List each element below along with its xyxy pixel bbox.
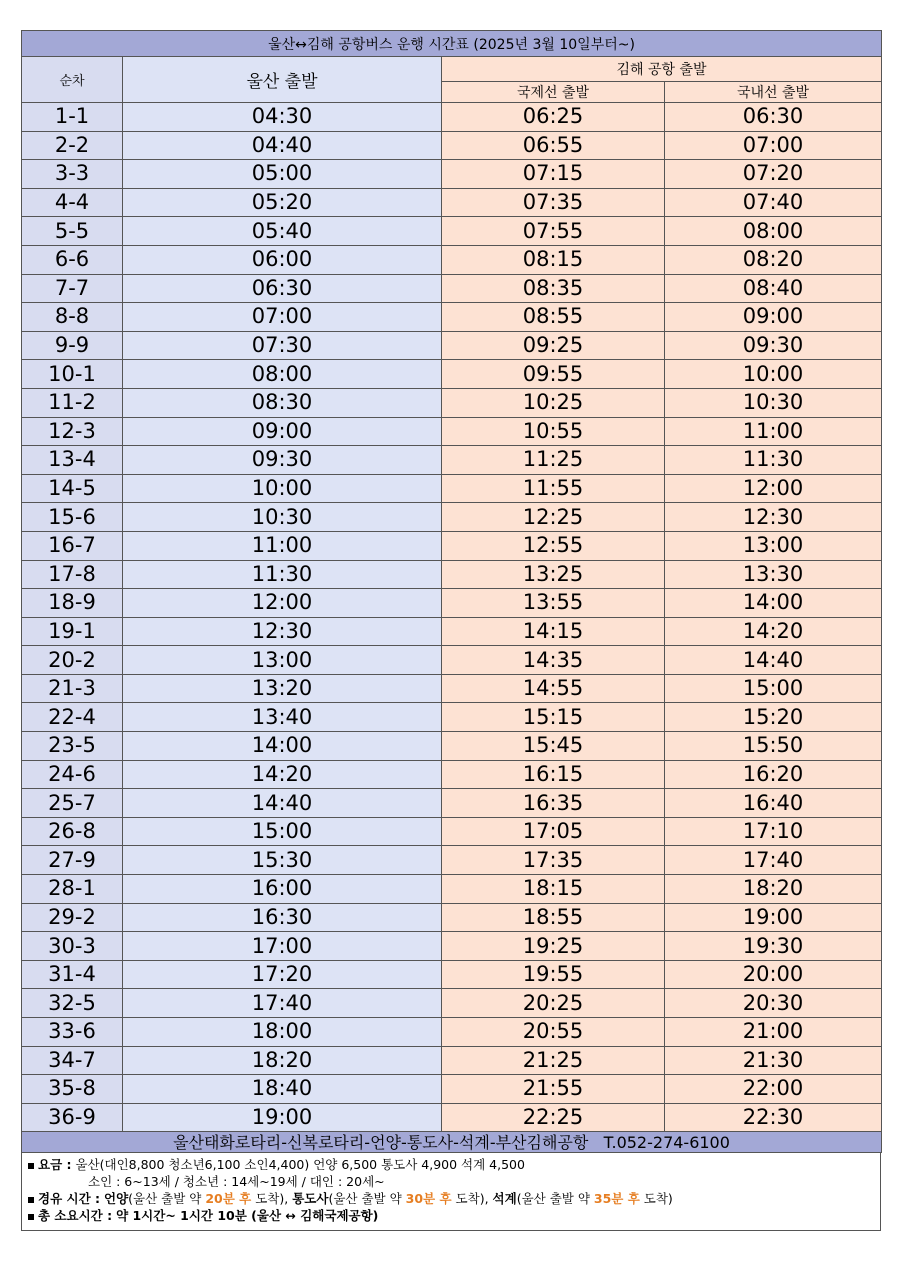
table-row xyxy=(22,589,882,618)
cell-order: 18-9 xyxy=(22,589,123,618)
cell-ulsan-departure: 18:00 xyxy=(123,1018,442,1047)
table-row xyxy=(22,388,882,417)
cell-domestic-departure: 14:00 xyxy=(665,589,882,618)
table-row xyxy=(22,131,882,160)
cell-domestic-departure: 07:40 xyxy=(665,188,882,217)
via-tongdosa-pre: (울산 출발 약 xyxy=(328,1191,402,1207)
cell-order: 36-9 xyxy=(22,1103,123,1132)
cell-international-departure: 06:55 xyxy=(442,131,665,160)
cell-order: 5-5 xyxy=(22,217,123,246)
table-row xyxy=(22,217,882,246)
cell-domestic-departure: 15:20 xyxy=(665,703,882,732)
cell-ulsan-departure: 14:40 xyxy=(123,789,442,818)
cell-ulsan-departure: 16:30 xyxy=(123,903,442,932)
fare-text: 울산(대인8,800 청소년6,100 소인4,400) 언양 6,500 통도사 4,900 석계 4,500 xyxy=(75,1157,525,1173)
cell-domestic-departure: 21:00 xyxy=(665,1018,882,1047)
cell-international-departure: 13:55 xyxy=(442,589,665,618)
cell-domestic-departure: 15:00 xyxy=(665,674,882,703)
cell-domestic-departure: 10:00 xyxy=(665,360,882,389)
cell-international-departure: 17:35 xyxy=(442,846,665,875)
table-row xyxy=(22,789,882,818)
table-row xyxy=(22,617,882,646)
header-ulsan-departure: 울산 출발 xyxy=(123,57,442,103)
table-row xyxy=(22,1018,882,1047)
cell-order: 4-4 xyxy=(22,188,123,217)
cell-international-departure: 08:55 xyxy=(442,303,665,332)
cell-order: 31-4 xyxy=(22,960,123,989)
cell-order: 26-8 xyxy=(22,817,123,846)
cell-international-departure: 19:25 xyxy=(442,932,665,961)
total-line xyxy=(28,1207,874,1224)
cell-order: 7-7 xyxy=(22,274,123,303)
cell-order: 23-5 xyxy=(22,732,123,761)
cell-international-departure: 20:55 xyxy=(442,1018,665,1047)
cell-order: 25-7 xyxy=(22,789,123,818)
cell-international-departure: 11:25 xyxy=(442,446,665,475)
via-eonyang-min: 20분 후 xyxy=(205,1191,252,1207)
cell-order: 15-6 xyxy=(22,503,123,532)
cell-ulsan-departure: 14:00 xyxy=(123,732,442,761)
table-row xyxy=(22,560,882,589)
cell-ulsan-departure: 12:00 xyxy=(123,589,442,618)
table-row xyxy=(22,274,882,303)
table-row xyxy=(22,474,882,503)
cell-international-departure: 14:35 xyxy=(442,646,665,675)
cell-order: 9-9 xyxy=(22,331,123,360)
via-seokgye: 석계 xyxy=(492,1191,517,1207)
cell-ulsan-departure: 19:00 xyxy=(123,1103,442,1132)
table-row xyxy=(22,932,882,961)
cell-domestic-departure: 16:20 xyxy=(665,760,882,789)
cell-order: 34-7 xyxy=(22,1046,123,1075)
cell-domestic-departure: 09:00 xyxy=(665,303,882,332)
cell-domestic-departure: 20:30 xyxy=(665,989,882,1018)
table-row xyxy=(22,732,882,761)
cell-ulsan-departure: 04:30 xyxy=(123,103,442,132)
bullet-icon xyxy=(28,1163,34,1169)
cell-order: 21-3 xyxy=(22,674,123,703)
table-row xyxy=(22,360,882,389)
cell-domestic-departure: 14:20 xyxy=(665,617,882,646)
table-row xyxy=(22,989,882,1018)
cell-domestic-departure: 12:00 xyxy=(665,474,882,503)
cell-international-departure: 12:25 xyxy=(442,503,665,532)
cell-domestic-departure: 08:40 xyxy=(665,274,882,303)
cell-international-departure: 19:55 xyxy=(442,960,665,989)
cell-order: 11-2 xyxy=(22,388,123,417)
cell-order: 29-2 xyxy=(22,903,123,932)
cell-ulsan-departure: 16:00 xyxy=(123,875,442,904)
total-text: 약 1시간~ 1시간 10분 (울산 ↔ 김해국제공항) xyxy=(116,1208,379,1224)
cell-ulsan-departure: 04:40 xyxy=(123,131,442,160)
cell-order: 27-9 xyxy=(22,846,123,875)
cell-order: 19-1 xyxy=(22,617,123,646)
cell-ulsan-departure: 18:40 xyxy=(123,1075,442,1104)
cell-domestic-departure: 13:30 xyxy=(665,560,882,589)
table-row xyxy=(22,245,882,274)
cell-international-departure: 10:55 xyxy=(442,417,665,446)
table-row xyxy=(22,417,882,446)
fare-label: 요금 : xyxy=(38,1157,72,1173)
bullet-icon xyxy=(28,1214,34,1220)
cell-domestic-departure: 17:40 xyxy=(665,846,882,875)
cell-international-departure: 20:25 xyxy=(442,989,665,1018)
cell-international-departure: 16:15 xyxy=(442,760,665,789)
cell-international-departure: 07:35 xyxy=(442,188,665,217)
table-row xyxy=(22,331,882,360)
cell-international-departure: 14:55 xyxy=(442,674,665,703)
cell-international-departure: 18:55 xyxy=(442,903,665,932)
cell-ulsan-departure: 05:00 xyxy=(123,160,442,189)
table-row xyxy=(22,446,882,475)
table-row xyxy=(22,903,882,932)
table-row xyxy=(22,531,882,560)
cell-order: 24-6 xyxy=(22,760,123,789)
cell-ulsan-departure: 11:30 xyxy=(123,560,442,589)
cell-ulsan-departure: 08:30 xyxy=(123,388,442,417)
timetable xyxy=(21,30,882,1153)
table-row xyxy=(22,103,882,132)
cell-ulsan-departure: 12:30 xyxy=(123,617,442,646)
cell-domestic-departure: 07:20 xyxy=(665,160,882,189)
cell-international-departure: 11:55 xyxy=(442,474,665,503)
cell-international-departure: 14:15 xyxy=(442,617,665,646)
cell-ulsan-departure: 07:30 xyxy=(123,331,442,360)
via-seokgye-min: 35분 후 xyxy=(593,1191,640,1207)
age-line: 소인 : 6~13세 / 청소년 : 14세~19세 / 대인 : 20세~ xyxy=(88,1174,385,1190)
cell-ulsan-departure: 18:20 xyxy=(123,1046,442,1075)
cell-international-departure: 16:35 xyxy=(442,789,665,818)
cell-domestic-departure: 22:00 xyxy=(665,1075,882,1104)
cell-order: 6-6 xyxy=(22,245,123,274)
table-row xyxy=(22,960,882,989)
cell-international-departure: 09:55 xyxy=(442,360,665,389)
cell-international-departure: 15:15 xyxy=(442,703,665,732)
cell-order: 10-1 xyxy=(22,360,123,389)
table-row xyxy=(22,503,882,532)
cell-ulsan-departure: 10:00 xyxy=(123,474,442,503)
cell-domestic-departure: 20:00 xyxy=(665,960,882,989)
cell-international-departure: 22:25 xyxy=(442,1103,665,1132)
cell-domestic-departure: 21:30 xyxy=(665,1046,882,1075)
cell-order: 28-1 xyxy=(22,875,123,904)
cell-order: 13-4 xyxy=(22,446,123,475)
cell-ulsan-departure: 14:20 xyxy=(123,760,442,789)
cell-international-departure: 06:25 xyxy=(442,103,665,132)
cell-order: 16-7 xyxy=(22,531,123,560)
fare-line xyxy=(28,1156,874,1173)
cell-domestic-departure: 13:00 xyxy=(665,531,882,560)
route-text: 울산태화로타리-신복로타리-언양-통도사-석계-부산김해공항 xyxy=(173,1132,589,1152)
cell-international-departure: 13:25 xyxy=(442,560,665,589)
cell-international-departure: 12:55 xyxy=(442,531,665,560)
cell-ulsan-departure: 06:00 xyxy=(123,245,442,274)
header-domestic: 국내선 출발 xyxy=(665,82,882,103)
cell-order: 14-5 xyxy=(22,474,123,503)
cell-order: 32-5 xyxy=(22,989,123,1018)
cell-ulsan-departure: 09:30 xyxy=(123,446,442,475)
cell-order: 20-2 xyxy=(22,646,123,675)
cell-ulsan-departure: 13:00 xyxy=(123,646,442,675)
cell-ulsan-departure: 13:20 xyxy=(123,674,442,703)
via-tongdosa-min: 30분 후 xyxy=(405,1191,452,1207)
cell-order: 12-3 xyxy=(22,417,123,446)
cell-international-departure: 10:25 xyxy=(442,388,665,417)
cell-domestic-departure: 08:00 xyxy=(665,217,882,246)
timetable-sheet xyxy=(21,30,881,1231)
cell-order: 35-8 xyxy=(22,1075,123,1104)
cell-ulsan-departure: 05:40 xyxy=(123,217,442,246)
table-row xyxy=(22,188,882,217)
route-bar xyxy=(22,1132,882,1153)
cell-domestic-departure: 19:00 xyxy=(665,903,882,932)
via-line xyxy=(28,1190,874,1207)
cell-international-departure: 08:35 xyxy=(442,274,665,303)
via-tongdosa: 통도사 xyxy=(292,1191,329,1207)
cell-international-departure: 07:15 xyxy=(442,160,665,189)
cell-ulsan-departure: 17:00 xyxy=(123,932,442,961)
table-row xyxy=(22,760,882,789)
cell-order: 8-8 xyxy=(22,303,123,332)
table-row xyxy=(22,703,882,732)
cell-ulsan-departure: 09:00 xyxy=(123,417,442,446)
via-tongdosa-post: 도착), xyxy=(455,1191,489,1207)
table-row xyxy=(22,160,882,189)
cell-ulsan-departure: 13:40 xyxy=(123,703,442,732)
cell-domestic-departure: 18:20 xyxy=(665,875,882,904)
cell-ulsan-departure: 11:00 xyxy=(123,531,442,560)
table-row xyxy=(22,846,882,875)
cell-ulsan-departure: 05:20 xyxy=(123,188,442,217)
notes-box xyxy=(21,1153,881,1231)
cell-ulsan-departure: 17:20 xyxy=(123,960,442,989)
cell-domestic-departure: 12:30 xyxy=(665,503,882,532)
cell-international-departure: 21:55 xyxy=(442,1075,665,1104)
cell-ulsan-departure: 15:30 xyxy=(123,846,442,875)
cell-international-departure: 09:25 xyxy=(442,331,665,360)
cell-domestic-departure: 15:50 xyxy=(665,732,882,761)
cell-domestic-departure: 16:40 xyxy=(665,789,882,818)
cell-international-departure: 08:15 xyxy=(442,245,665,274)
table-row xyxy=(22,303,882,332)
table-row xyxy=(22,1075,882,1104)
cell-domestic-departure: 11:30 xyxy=(665,446,882,475)
cell-ulsan-departure: 07:00 xyxy=(123,303,442,332)
cell-ulsan-departure: 08:00 xyxy=(123,360,442,389)
cell-domestic-departure: 19:30 xyxy=(665,932,882,961)
cell-domestic-departure: 22:30 xyxy=(665,1103,882,1132)
cell-domestic-departure: 07:00 xyxy=(665,131,882,160)
cell-order: 22-4 xyxy=(22,703,123,732)
via-seokgye-pre: (울산 출발 약 xyxy=(516,1191,590,1207)
cell-domestic-departure: 08:20 xyxy=(665,245,882,274)
cell-domestic-departure: 14:40 xyxy=(665,646,882,675)
via-seokgye-post: 도착) xyxy=(643,1191,673,1207)
cell-domestic-departure: 09:30 xyxy=(665,331,882,360)
via-eonyang-pre: (울산 출발 약 xyxy=(128,1191,202,1207)
table-row xyxy=(22,1103,882,1132)
header-order: 순차 xyxy=(22,57,123,103)
cell-international-departure: 07:55 xyxy=(442,217,665,246)
cell-ulsan-departure: 17:40 xyxy=(123,989,442,1018)
table-row xyxy=(22,646,882,675)
header-gimhae-departure: 김해 공항 출발 xyxy=(442,57,882,82)
table-row xyxy=(22,674,882,703)
cell-order: 3-3 xyxy=(22,160,123,189)
page-title: 울산↔김해 공항버스 운행 시간표 (2025년 3월 10일부터~) xyxy=(22,31,882,57)
cell-order: 2-2 xyxy=(22,131,123,160)
cell-international-departure: 17:05 xyxy=(442,817,665,846)
table-row xyxy=(22,1046,882,1075)
via-eonyang: 언양 xyxy=(104,1191,129,1207)
cell-order: 33-6 xyxy=(22,1018,123,1047)
total-label: 총 소요시간 : xyxy=(38,1208,113,1224)
via-label: 경유 시간 : xyxy=(38,1191,101,1207)
cell-international-departure: 15:45 xyxy=(442,732,665,761)
phone-number: T.052-274-6100 xyxy=(603,1132,730,1152)
cell-order: 1-1 xyxy=(22,103,123,132)
cell-domestic-departure: 10:30 xyxy=(665,388,882,417)
table-row xyxy=(22,875,882,904)
cell-order: 17-8 xyxy=(22,560,123,589)
bullet-icon xyxy=(28,1197,34,1203)
cell-domestic-departure: 11:00 xyxy=(665,417,882,446)
cell-domestic-departure: 17:10 xyxy=(665,817,882,846)
table-row xyxy=(22,817,882,846)
cell-ulsan-departure: 06:30 xyxy=(123,274,442,303)
cell-ulsan-departure: 15:00 xyxy=(123,817,442,846)
cell-international-departure: 21:25 xyxy=(442,1046,665,1075)
cell-ulsan-departure: 10:30 xyxy=(123,503,442,532)
cell-international-departure: 18:15 xyxy=(442,875,665,904)
cell-domestic-departure: 06:30 xyxy=(665,103,882,132)
timetable-body xyxy=(22,103,882,1132)
header-international: 국제선 출발 xyxy=(442,82,665,103)
via-eonyang-post: 도착), xyxy=(255,1191,289,1207)
cell-order: 30-3 xyxy=(22,932,123,961)
